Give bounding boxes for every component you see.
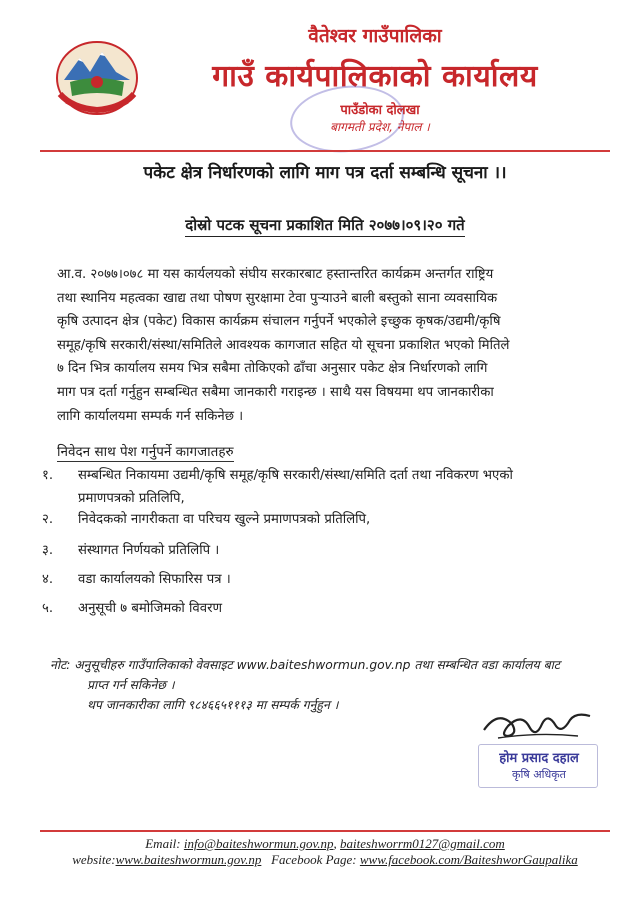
footer-web-line [40,852,610,868]
list-item-number: ३. [42,543,54,558]
body-line: आ.व. २०७७।०७८ मा यस कार्यलयको संघीय सरकारबाट हस्तान्तरित कार्यक्रम अन्तर्गत राष्ट्रिय [57,267,494,282]
list-item-line: प्रमाणपत्रको प्रतिलिपि, [78,491,185,506]
facebook-label: Facebook Page: [271,852,357,867]
documents-heading: निवेदन साथ पेश गर्नुपर्ने कागजातहरु [57,444,234,460]
footer-email-line [40,836,610,852]
list-item-line: वडा कार्यालयको सिफारिस पत्र । [78,572,231,587]
notice-subject: पकेट क्षेत्र निर्धारणको लागि माग पत्र दर्ता सम्बन्धि सूचना ।। [143,163,507,183]
office-name: गाउँ कार्यपालिकाको कार्यालय [212,59,538,94]
website-link[interactable]: www.baiteshwormun.gov.np [115,852,262,867]
body-line: समूह/कृषि सरकारी/संस्था/समितिले आवश्यक कागजात सहित यो सूचना प्रकाशित भएको मितिले [57,337,510,353]
header-divider [40,150,610,152]
email-separator: , [333,836,337,851]
list-item-line: संस्थागत निर्णयको प्रतिलिपि । [78,543,220,558]
footer-divider [40,830,610,832]
publish-date [40,215,610,235]
body-line: लागि कार्यालयमा सम्पर्क गर्न सकिनेछ । [57,408,244,424]
list-item-line: अनुसूची ७ बमोजिमको विवरण [78,601,223,616]
body-line: तथा स्थानिय महत्वका खाद्य तथा पोषण सुरक्षामा टेवा पुर्‍याउने बाली बस्तुको साना व्यवसायिक [57,290,498,306]
note-line: प्राप्त गर्न सकिनेछ । [87,678,175,692]
email-link-1[interactable]: info@baiteshwormun.gov.np [183,836,334,851]
list-item-number: १. [42,468,54,483]
note-line: नोट: अनुसूचीहरु गाउँपालिकाको वेवसाइट www.baiteshwormun.gov.np तथा सम्बन्धित वडा कार्यालय बाट [50,658,560,672]
publish-date-text: दोस्रो पटक सूचना प्रकाशित मिति २०७७।०९।२० गते [185,216,464,237]
province-line: बागमती प्रदेश, नेपाल । [330,120,430,134]
email-label: Email: [145,836,181,851]
list-item-number: ५. [42,601,54,616]
nepal-emblem-icon [52,38,142,122]
note-line: थप जानकारीका लागि ९८४६६५१११३ मा सम्पर्क गर्नुहुन । [87,698,339,712]
signatory-title: कृषि अधिकृत [512,768,566,781]
list-item-line: सम्बन्धित निकायमा उद्यमी/कृषि समूह/कृषि सरकारी/संस्था/समिति दर्ता तथा नविकरण भएको [78,468,513,483]
list-item-text [78,464,608,510]
signature-icon [478,700,598,745]
notice-body [57,263,605,428]
list-item-line: निवेदकको नागरीकता वा परिचय खुल्ने प्रमाणपत्रको प्रतिलिपि, [78,512,371,527]
website-label: website: [72,852,116,867]
municipality-name: वैतेश्वर गाउँपालिका [308,25,442,47]
body-line: कृषि उत्पादन क्षेत्र (पकेट) विकास कार्यक्रम संचालन गर्नुपर्ने भएकोले इच्छुक कृषक/उद्यमी/कृषि [57,314,501,330]
list-item-number: ४. [42,572,54,587]
list-item-number: २. [42,512,54,527]
facebook-link[interactable]: www.facebook.com/BaiteshworGaupalika [359,852,578,867]
body-line: ७ दिन भित्र कार्यालय समय भित्र सबैमा तोकिएको ढाँचा अनुसार पकेट क्षेत्र निर्धारणको लागि [57,361,488,377]
district-line: पाउँडोका दोलखा [340,103,420,118]
body-line: माग पत्र दर्ता गर्नुहुन सम्बन्धित सबैमा जानकारी गराइन्छ । साथै यस विषयमा थप जानकारीका [57,384,494,400]
signatory-name: होम प्रसाद दहाल [499,751,579,766]
email-link-2[interactable]: baiteshworrm0127@gmail.com [340,836,505,851]
